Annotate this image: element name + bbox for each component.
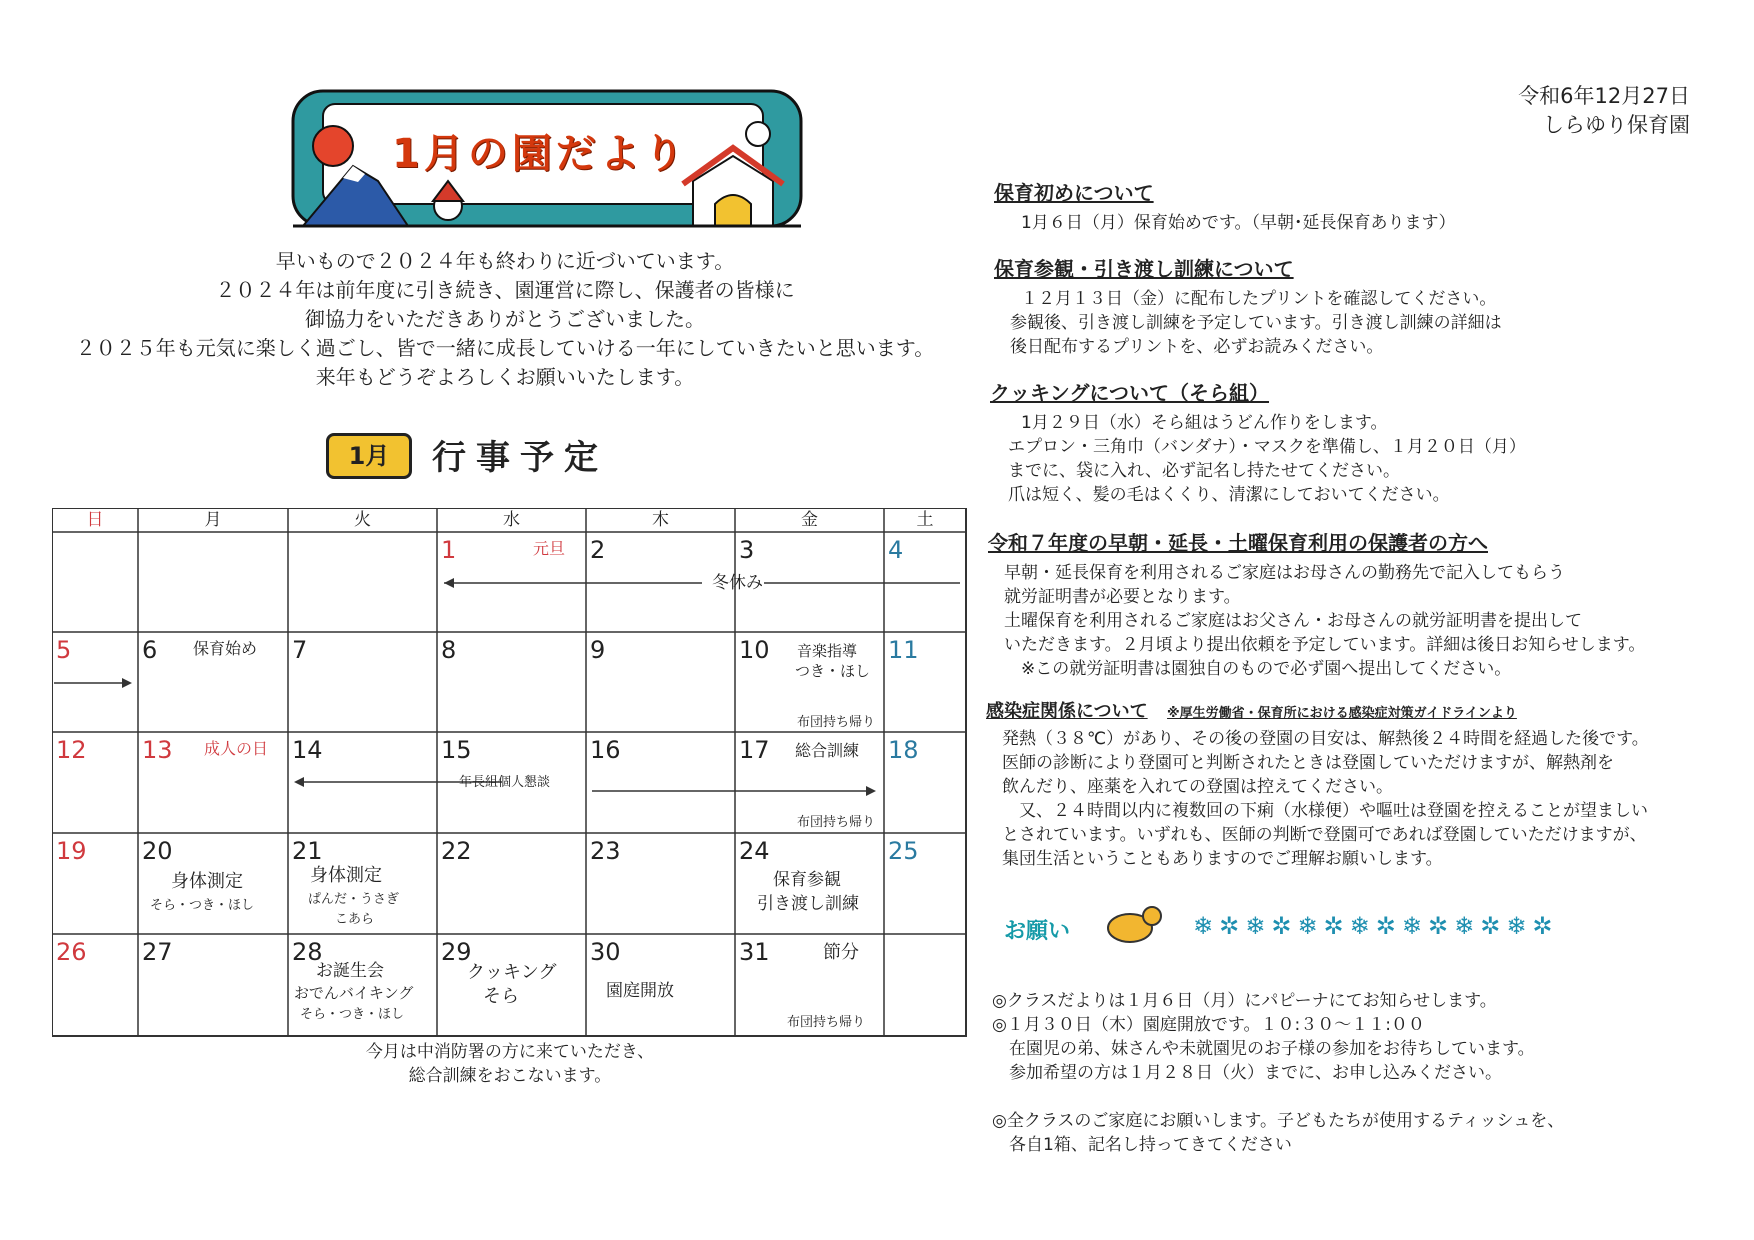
section-line: 爪は短く、髪の毛はくくり、清潔にしておいてください。 [1008,485,1450,505]
section-line: 土曜保育を利用されるご家庭はお父さん・お母さんの就労証明書を提出して [1004,611,1582,631]
day-number: 6 [142,636,158,664]
events-title: 行事予定 [432,438,608,478]
section-line: 医師の診断により登園可と判断されたときは登園していただけますが、解熱剤を [1002,753,1614,773]
onegai-line: ◎クラスだよりは１月６日（月）にパピーナにてお知らせします。 [992,991,1497,1011]
greeting-line: 来年もどうぞよろしくお願いいたします。 [315,365,695,389]
day-event: お誕生会 [316,961,384,981]
onegai-line: ◎全クラスのご家庭にお願いします。子どもたちが使用するティッシュを、 [992,1111,1565,1131]
day-cell [437,833,586,934]
day-cell [735,934,884,1036]
day-event: 節分 [823,942,859,963]
section-line: とされています。いずれも、医師の判断で登園可であれば登園していただけますが、 [1002,825,1647,845]
day-event-detail: そら・つき・ほし [300,1007,405,1022]
day-cell [138,732,288,833]
section-line: 発熱（３８℃）があり、その後の登園の目安は、解熱後２４時間を経過した後です。 [1002,729,1649,749]
day-cell [138,934,288,1036]
day-cell [288,632,437,732]
day-cell [437,732,586,833]
day-event: 保育始め [193,639,258,658]
day-event: 音楽指導 [797,642,858,660]
day-cell [735,833,884,934]
weekday-header-sun: 日 [86,510,104,530]
day-number: 10 [739,636,770,664]
greeting-line: ２０２５年も元気に楽しく過ごし、皆で一緒に成長していける一年にしていきたいと思います。 [75,336,935,360]
day-number: 18 [888,736,919,764]
month-badge: 1月 [326,433,412,479]
section-line: 飲んだり、座薬を入れての登園は控えてください。 [1002,777,1393,797]
day-cell [884,632,966,732]
organization-name: しらゆり保育園 [1543,113,1690,137]
footnote-line: 総合訓練をおこないます。 [408,1066,612,1086]
interview-label: 年長組個人懇談 [459,775,551,790]
weekday-header-sat: 土 [916,510,934,530]
onegai-line: ◎１月３０日（木）園庭開放です。１０:３０～１１:００ [992,1015,1425,1035]
day-number: 1 [441,536,457,564]
day-cell [52,833,138,934]
futon-note: 布団持ち帰り [787,1015,866,1030]
day-cell [884,833,966,934]
day-number: 23 [590,837,621,865]
day-event: 成人の日 [204,739,269,758]
futon-note: 布団持ち帰り [797,715,876,730]
onegai-line: 参加希望の方は１月２８日（火）までに、お申し込みください。 [992,1063,1502,1083]
footnote-line: 今月は中消防署の方に来ていただき、 [365,1042,655,1062]
calendar-footnote [340,1040,680,1088]
day-number: 14 [292,736,323,764]
day-number: 11 [888,636,919,664]
day-event: 身体測定 [171,871,243,892]
day-number: 25 [888,837,919,865]
day-number: 7 [292,636,308,664]
day-event: 身体測定 [310,865,382,886]
greeting-line: 早いもので２０２４年も終わりに近づいています。 [275,249,735,273]
day-number: 21 [292,837,323,865]
day-cell [884,532,966,632]
greeting-line: ２０２４年は前年度に引き続き、園運営に際し、保護者の皆様に [215,278,795,302]
section-line: １２月１３日（金）に配布したプリントを確認してください。 [1004,289,1497,309]
day-cell [437,632,586,732]
day-number: 26 [56,938,87,966]
day-cell [52,632,138,732]
day-cell [437,532,586,632]
section-line: 就労証明書が必要となります。 [1004,587,1241,607]
day-number: 16 [590,736,621,764]
day-cell [138,833,288,934]
section-subtitle: ※厚生労働省・保育所における感染症対策ガイドラインより [1167,706,1517,721]
weekday-header-mon: 月 [204,510,222,530]
issue-date: 令和6年12月27日 [1518,84,1690,108]
day-cell [586,833,735,934]
day-number: 5 [56,636,72,664]
section-line: 早朝・延長保育を利用されるご家庭はお母さんの勤務先で記入してもらう [1004,563,1565,583]
event-calendar [52,508,968,1038]
day-number: 8 [441,636,457,664]
day-number: 19 [56,837,87,865]
day-event-detail: そら・つき・ほし [150,898,255,913]
futon-note: 布団持ち帰り [797,815,876,830]
day-number: 29 [441,938,472,966]
day-number: 28 [292,938,323,966]
greeting-message [40,247,970,392]
section-title-hoiku-hajime: 保育初めについて [994,181,1154,205]
day-number: 27 [142,938,173,966]
day-cell [52,732,138,833]
day-number: 22 [441,837,472,865]
day-number: 31 [739,938,770,966]
day-cell [884,732,966,833]
turtle-icon [1100,898,1164,946]
section-line: 参観後、引き渡し訓練を予定しています。引き渡し訓練の詳細は [1010,313,1502,333]
day-cell [288,732,437,833]
day-cell [735,732,884,833]
day-cell [586,934,735,1036]
section-line: 1月６日（月）保育始めです。（早朝･延長保育あります） [1004,213,1456,233]
greeting-line: 御協力をいただきありがとうございました。 [305,307,705,331]
day-event-detail: つき・ほし [795,662,871,680]
day-number: 17 [739,736,770,764]
section-line: 後日配布するプリントを、必ずお読みください。 [1010,337,1384,357]
onegai-line: 在園児の弟、妹さんや未就園児のお子様の参加をお待ちしています。 [992,1039,1535,1059]
day-event: クッキング [467,962,557,983]
onegai-title: お願い [1004,919,1071,944]
day-number: 9 [590,636,606,664]
day-event: 保育参観 [773,870,841,890]
day-number: 20 [142,837,173,865]
day-cell [437,934,586,1036]
day-event-detail: ぱんだ・うさぎ [308,892,400,907]
day-number: 3 [739,536,755,564]
day-cell [586,732,735,833]
day-event-detail: 引き渡し訓練 [757,894,859,914]
day-cell [288,934,437,1036]
section-line: 集団生活ということもありますのでご理解お願いします。 [1002,849,1443,869]
day-event-detail: そら [483,986,519,1007]
section-line: エプロン・三角巾（バンダナ）・マスクを準備し、１月２０日（月） [1008,437,1526,457]
section-title-kansen: 感染症関係について [986,701,1148,722]
day-number: 2 [590,536,606,564]
onegai-line: 各自1箱、記名し持ってきてください [992,1135,1292,1155]
day-number: 12 [56,736,87,764]
day-event: 元旦 [533,539,566,558]
day-cell [288,833,437,934]
section-line: 又、２４時間以内に複数回の下痢（水様便）や嘔吐は登園を控えることが望ましい [1002,801,1648,821]
section-title-sankan: 保育参観・引き渡し訓練について [994,257,1294,281]
section-line: いただきます。２月頃より提出依頼を予定しています。詳細は後日お知らせします。 [1004,635,1646,655]
banner-title: 1月の園だより [392,131,688,177]
snowflake-decoration-icon: ❄✲❄✲❄✲❄✲❄✲❄✲❄✲ [1193,912,1559,940]
day-event: 総合訓練 [795,741,860,760]
day-cell [735,632,884,732]
day-event: 園庭開放 [606,981,674,1001]
day-number: 24 [739,837,770,865]
weekday-header-wed: 水 [503,510,520,530]
day-number: 13 [142,736,173,764]
day-number: 15 [441,736,472,764]
section-line: ※この就労証明書は園独自のもので必ず園へ提出してください。 [1004,659,1512,679]
date-block [1518,82,1690,140]
day-cell [52,934,138,1036]
day-number: 4 [888,536,904,564]
section-line: 1月２９日（水）そら組はうどん作りをします。 [1004,413,1388,433]
day-event-detail: こあら [335,912,375,927]
winter-break-label: 冬休み [712,573,763,593]
day-cell [586,632,735,732]
section-heading-kansen [986,700,1517,725]
day-cell [138,632,288,732]
day-number: 30 [590,938,621,966]
weekday-header-tue: 火 [354,510,371,530]
day-event-detail: おでんバイキング [294,984,414,1002]
weekday-header-fri: 金 [801,510,818,530]
weekday-header-thu: 木 [652,510,669,530]
section-title-shuro: 令和７年度の早朝・延長・土曜保育利用の保護者の方へ [988,531,1488,555]
section-title-cooking: クッキングについて（そら組） [990,381,1269,405]
section-line: までに、袋に入れ、必ず記名し持たせてください。 [1008,461,1401,481]
